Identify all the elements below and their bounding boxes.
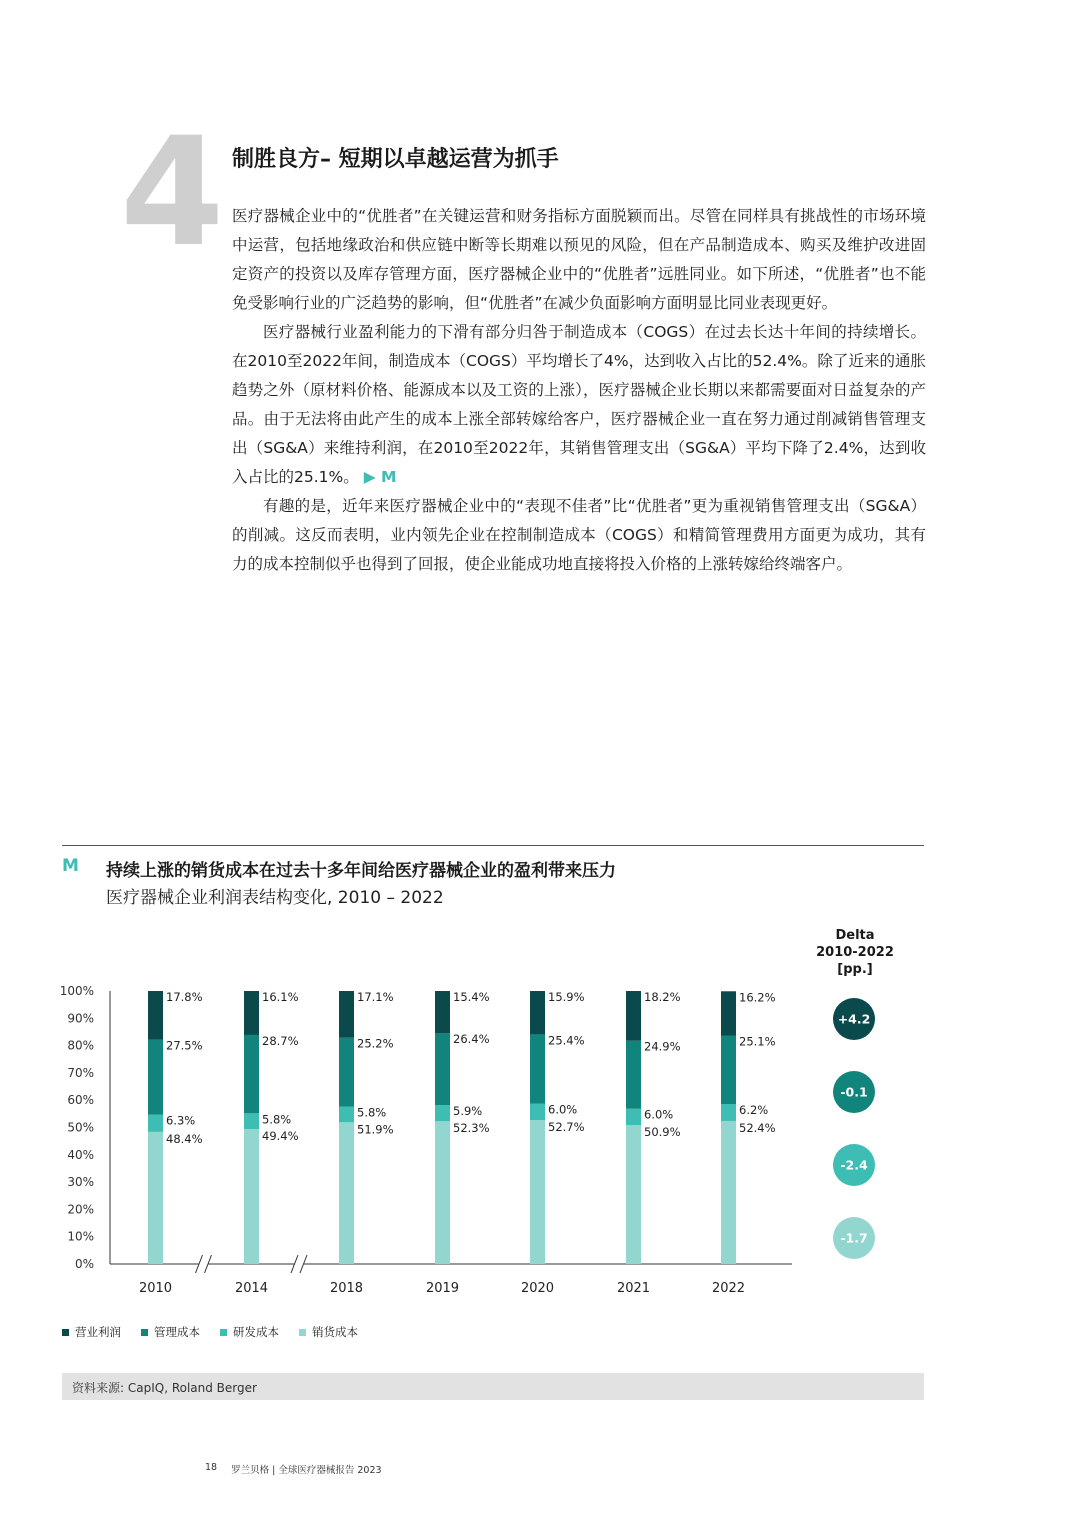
x-tick-label: 2010 bbox=[138, 1281, 173, 1296]
y-tick-label: 80% bbox=[67, 1038, 94, 1053]
legend-label: 管理成本 bbox=[154, 1325, 200, 1339]
bar-segment-2018 bbox=[339, 1106, 354, 1122]
data-label: 52.3% bbox=[453, 1121, 490, 1136]
data-label: 16.1% bbox=[262, 990, 299, 1004]
data-label: 28.7% bbox=[262, 1033, 299, 1048]
delta-label: -0.1 bbox=[840, 1084, 868, 1100]
data-label: 15.9% bbox=[548, 990, 585, 1004]
page-number: 18 bbox=[205, 1462, 218, 1473]
data-label: 27.5% bbox=[166, 1038, 203, 1053]
legend-label: 营业利润 bbox=[75, 1325, 121, 1339]
legend-swatch bbox=[62, 1329, 69, 1336]
data-label: 16.2% bbox=[739, 990, 776, 1005]
legend-swatch bbox=[220, 1329, 227, 1336]
legend-swatch bbox=[299, 1329, 306, 1336]
data-label: 18.2% bbox=[644, 990, 681, 1004]
y-tick-label: 10% bbox=[67, 1229, 94, 1244]
bar-segment-2014 bbox=[244, 991, 259, 1035]
data-label: 52.7% bbox=[548, 1120, 585, 1135]
y-tick-label: 50% bbox=[67, 1120, 94, 1135]
legend-item bbox=[141, 1324, 200, 1340]
x-tick-label: 2014 bbox=[234, 1281, 269, 1296]
bar-segment-2021 bbox=[626, 1125, 641, 1264]
data-label: 25.2% bbox=[357, 1036, 394, 1051]
paragraph-2-text: 医疗器械行业盈利能力的下滑有部分归咎于制造成本（COGS）在过去长达十年间的持续增长。在2010至2022年间，制造成本（COGS）平均增长了4%，达到收入占比的52.4%。除了近来的通胀趋势之外（原材料价格、能源成本以及工资的上涨），医疗器械企业长期以来都需要面对日益复杂的产品。由于无法将由此产生的成本上涨全部转嫁给客户，医疗器械企业一直在努力通过削减销售管理支出（SG&A）来维持利润，在2010至2022年，其销售管理支出（SG&A）平均下降了2.4%，达到收入占比的25.1%。 bbox=[232, 323, 926, 486]
legend-item bbox=[62, 1324, 121, 1340]
bar-segment-2014 bbox=[244, 1035, 259, 1113]
data-label: 48.4% bbox=[166, 1131, 203, 1146]
chart-legend bbox=[62, 1324, 358, 1340]
data-label: 6.0% bbox=[644, 1107, 674, 1122]
bar-segment-2022 bbox=[721, 1104, 736, 1121]
x-tick-label: 2021 bbox=[616, 1281, 651, 1296]
data-label: 51.9% bbox=[357, 1122, 394, 1137]
bar-segment-2018 bbox=[339, 991, 354, 1038]
bar-segment-2020 bbox=[530, 991, 545, 1034]
source-note: 资料来源: CapIQ, Roland Berger bbox=[62, 1373, 924, 1400]
data-label: 5.8% bbox=[357, 1105, 387, 1120]
data-label: 5.8% bbox=[262, 1112, 292, 1127]
bar-segment-2021 bbox=[626, 1041, 641, 1109]
data-label: 17.8% bbox=[166, 990, 203, 1004]
data-label: 25.4% bbox=[548, 1033, 585, 1048]
x-tick-label: 2018 bbox=[329, 1281, 364, 1296]
exhibit-link-marker[interactable]: ▶ M bbox=[363, 468, 397, 486]
bar-segment-2019 bbox=[435, 1121, 450, 1264]
y-tick-label: 90% bbox=[67, 1011, 94, 1026]
x-tick-label: 2019 bbox=[425, 1281, 460, 1296]
data-label: 26.4% bbox=[453, 1032, 490, 1047]
bar-segment-2010 bbox=[148, 991, 163, 1040]
delta-label: -1.7 bbox=[840, 1230, 868, 1246]
bar-segment-2014 bbox=[244, 1113, 259, 1129]
data-label: 52.4% bbox=[739, 1120, 776, 1135]
section-title: 制胜良方– 短期以卓越运营为抓手 bbox=[232, 147, 559, 172]
legend-item bbox=[220, 1324, 279, 1340]
data-label: 49.4% bbox=[262, 1129, 299, 1144]
exhibit-subtitle: 医疗器械企业利润表结构变化, 2010 – 2022 bbox=[106, 888, 444, 908]
bar-segment-2019 bbox=[435, 1105, 450, 1121]
footer-text: 罗兰贝格 | 全球医疗器械报告 2023 bbox=[231, 1465, 382, 1476]
data-label: 6.3% bbox=[166, 1113, 196, 1128]
bar-segment-2021 bbox=[626, 1109, 641, 1125]
x-tick-label: 2022 bbox=[711, 1281, 746, 1296]
bar-segment-2022 bbox=[721, 991, 736, 1035]
bar-segment-2010 bbox=[148, 1132, 163, 1264]
y-tick-label: 70% bbox=[67, 1065, 94, 1080]
exhibit-marker: M bbox=[62, 856, 79, 876]
bar-segment-2021 bbox=[626, 991, 641, 1041]
delta-header-line-2: 2010-2022 bbox=[816, 945, 894, 960]
delta-label: +4.2 bbox=[837, 1011, 871, 1027]
bar-segment-2019 bbox=[435, 991, 450, 1033]
bar-segment-2014 bbox=[244, 1129, 259, 1264]
y-tick-label: 40% bbox=[67, 1147, 94, 1162]
data-label: 24.9% bbox=[644, 1039, 681, 1054]
bar-segment-2019 bbox=[435, 1033, 450, 1105]
paragraph-3: 有趣的是，近年来医疗器械企业中的“表现不佳者”比“优胜者”更为重视销售管理支出（SG&A）的削减。这反而表明，业内领先企业在控制制造成本（COGS）和精简管理费用方面更为成功，其有力的成本控制似乎也得到了回报，使企业能成功地直接将投入价格的上涨转嫁给终端客户。 bbox=[232, 497, 926, 573]
data-label: 6.0% bbox=[548, 1102, 578, 1117]
y-tick-label: 60% bbox=[67, 1093, 94, 1108]
data-label: 6.2% bbox=[739, 1103, 769, 1118]
exhibit-title: 持续上涨的销货成本在过去十多年间给医疗器械企业的盈利带来压力 bbox=[106, 861, 616, 881]
bar-segment-2010 bbox=[148, 1115, 163, 1132]
legend-label: 研发成本 bbox=[233, 1325, 279, 1339]
y-tick-label: 30% bbox=[67, 1175, 94, 1190]
x-tick-label: 2020 bbox=[520, 1281, 555, 1296]
y-tick-label: 0% bbox=[74, 1257, 94, 1271]
legend-item bbox=[299, 1324, 358, 1340]
y-tick-label: 100% bbox=[59, 984, 94, 998]
bar-segment-2020 bbox=[530, 1120, 545, 1264]
data-label: 15.4% bbox=[453, 990, 490, 1004]
paragraph-1: 医疗器械企业中的“优胜者”在关键运营和财务指标方面脱颖而出。尽管在同样具有挑战性的市场环境中运营，包括地缘政治和供应链中断等长期难以预见的风险，但在产品制造成本、购买及维护改进固定资产的投资以及库存管理方面，医疗器械企业中的“优胜者”远胜同业。如下所述，“优胜者”也不能免受影响行业的广泛趋势的影响，但“优胜者”在减少负面影响方面明显比同业表现更好。 bbox=[232, 207, 926, 312]
delta-label: -2.4 bbox=[840, 1157, 868, 1173]
data-label: 5.9% bbox=[453, 1104, 483, 1119]
bar-segment-2022 bbox=[721, 1121, 736, 1264]
data-label: 17.1% bbox=[357, 990, 394, 1004]
data-label: 50.9% bbox=[644, 1125, 681, 1140]
legend-swatch bbox=[141, 1329, 148, 1336]
bar-segment-2018 bbox=[339, 1038, 354, 1107]
section-number: 4 bbox=[120, 106, 221, 280]
bar-segment-2020 bbox=[530, 1104, 545, 1120]
page-footer bbox=[205, 1462, 382, 1476]
y-tick-label: 20% bbox=[67, 1202, 94, 1217]
bar-segment-2020 bbox=[530, 1034, 545, 1103]
bar-segment-2018 bbox=[339, 1122, 354, 1264]
delta-header-line-3: [pp.] bbox=[837, 962, 873, 977]
delta-header-line-1: Delta bbox=[835, 928, 875, 943]
legend-label: 销货成本 bbox=[312, 1325, 358, 1339]
data-label: 25.1% bbox=[739, 1034, 776, 1049]
bar-segment-2022 bbox=[721, 1035, 736, 1104]
bar-segment-2010 bbox=[148, 1040, 163, 1115]
